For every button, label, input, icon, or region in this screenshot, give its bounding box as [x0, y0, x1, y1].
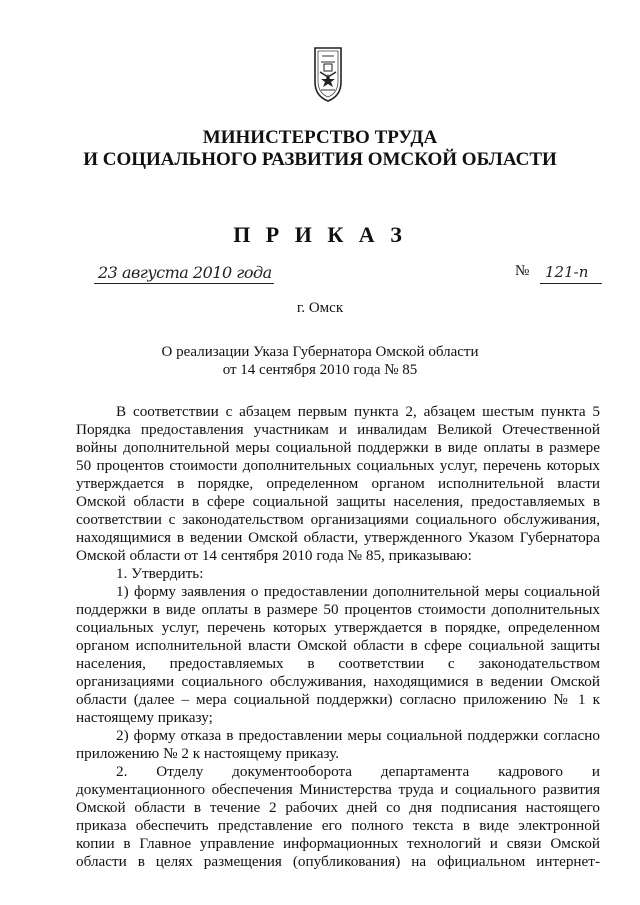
body-text-line: Омской области в течение 2 рабочих дней со дня подписания настоящего: [76, 799, 600, 816]
body-text-line: поддержки в виде оплаты в размере 50 процентов стоимости дополнительных: [76, 601, 600, 618]
body-text-line: организациями социального обслуживания, находящимися в ведении Омской: [76, 673, 600, 690]
body-text-line: Порядка предоставления участникам и инвалидам Великой Отечественной: [76, 421, 600, 438]
body-text-line: области в целях размещения (опубликования) на официальном интернет-: [76, 853, 600, 870]
body-text-line: В соответствии с абзацем первым пункта 2, абзацем шестым пункта 5: [116, 403, 600, 420]
handwritten-date: 23 августа 2010 года: [98, 263, 272, 282]
date-underline: [94, 283, 274, 284]
ministry-name-line1: МИНИСТЕРСТВО ТРУДА: [202, 127, 438, 148]
ministry-name-line2: И СОЦИАЛЬНОГО РАЗВИТИЯ ОМСКОЙ ОБЛАСТИ: [83, 149, 557, 170]
body-text-line: 1. Утвердить:: [116, 565, 204, 582]
order-number-label: №: [515, 263, 530, 279]
body-text-line: 2. Отделу документооборота департамента кадрового и: [116, 763, 600, 780]
coat-of-arms-icon: [312, 44, 344, 104]
body-text-line: войны дополнительной меры социальной поддержки в виде оплаты в размере: [76, 439, 600, 456]
body-text-line: 1) форму заявления о предоставлении дополнительной меры социальной: [116, 583, 600, 600]
body-text-line: копии в Главное управление информационных технологий и связи Омской: [76, 835, 600, 852]
body-text-line: области (далее – мера социальной поддержки) согласно приложению № 1 к: [76, 691, 600, 708]
order-title: П Р И К А З: [233, 222, 407, 247]
body-text-line: 2) форму отказа в предоставлении меры социальной поддержки согласно: [116, 727, 600, 744]
body-text-line: документационного обеспечения Министерства труда и социального развития: [76, 781, 600, 798]
body-text-line: Омской области от 14 сентября 2010 года № 85, приказываю:: [76, 547, 472, 564]
subject-line: от 14 сентября 2010 года № 85: [222, 362, 418, 378]
city: г. Омск: [296, 300, 344, 316]
body-text-line: населения, предоставляемых в соответствии с законодательством: [76, 655, 600, 672]
body-text-line: приказа обеспечить представление его полного текста в виде электронной: [76, 817, 600, 834]
body-text-line: 50 процентов стоимости дополнительных социальных услуг, перечень которых: [76, 457, 600, 474]
body-text-line: органом исполнительной власти Омской области в сфере социальной защиты: [76, 637, 600, 654]
handwritten-order-number: 121-п: [545, 263, 589, 281]
body-text-line: соответствии с законодательством организациями социального обслуживания,: [76, 511, 600, 528]
body-text-line: утверждается в порядке, определенном органом исполнительной власти: [76, 475, 600, 492]
body-text-line: социальных услуг, перечень которых утверждается в порядке, определенном: [76, 619, 600, 636]
body-text-line: настоящему приказу;: [76, 709, 213, 726]
subject-line: О реализации Указа Губернатора Омской области: [161, 344, 479, 360]
body-text-line: Омской области в сфере социальной защиты населения, предоставляемых в: [76, 493, 600, 510]
body-text-line: находящимися в ведении Омской области, утвержденного Указом Губернатора: [76, 529, 600, 546]
body-text-line: приложению № 2 к настоящему приказу.: [76, 745, 339, 762]
number-underline: [540, 283, 602, 284]
